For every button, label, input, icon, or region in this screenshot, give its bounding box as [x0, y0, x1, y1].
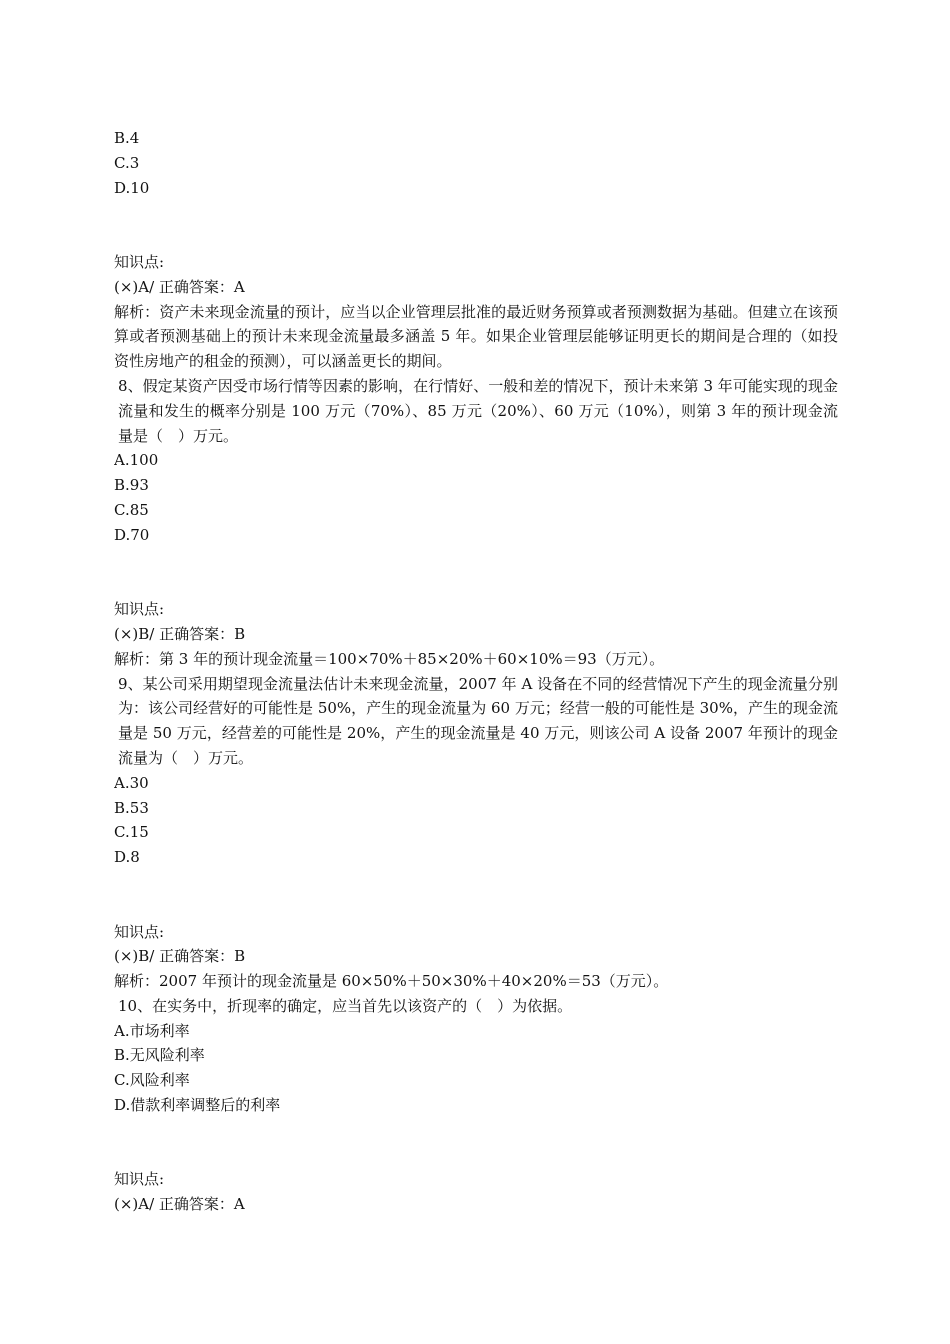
answer-block-3	[114, 920, 838, 1118]
answer-block-1	[114, 250, 838, 548]
analysis-text: 解析：第 3 年的预计现金流量＝100×70%＋85×20%＋60×10%＝93（万元）。	[114, 649, 665, 668]
knowledge-label: 知识点:	[114, 1170, 165, 1189]
knowledge-label: 知识点:	[114, 600, 165, 619]
knowledge-label: 知识点:	[114, 252, 165, 271]
knowledge-label: 知识点:	[114, 922, 165, 941]
option-a: A.100	[114, 451, 159, 470]
option-b: B.93	[114, 476, 149, 495]
spacer	[114, 870, 838, 920]
answer-line: (×)A/ 正确答案：A	[114, 277, 245, 296]
option-b: B.53	[114, 798, 149, 817]
analysis-text: 解析：资产未来现金流量的预计，应当以企业管理层批准的最近财务预算或者预测数据为基础。但建立在该预算或者预测基础上的预计未来现金流量最多涵盖 5 年。如果企业管理层能够证明更长的期间是合理的（如投资性房地产的租金的预测），可以涵盖更长的期间。	[114, 302, 838, 371]
spacer	[114, 548, 838, 598]
answer-line: (×)B/ 正确答案：B	[114, 624, 246, 643]
option-c: C.15	[114, 823, 149, 842]
answer-line: (×)A/ 正确答案：A	[114, 1195, 245, 1214]
option-a: A.市场利率	[114, 1021, 190, 1040]
option-a: A.30	[114, 773, 149, 792]
option-c: C.3	[114, 153, 140, 172]
question-9: 9、某公司采用期望现金流量法估计未来现金流量，2007 年 A 设备在不同的经营情况下产生的现金流量分别为：该公司经营好的可能性是 50%，产生的现金流量为 60 万元；经营一般的可能性是 30%，产生的现金流量是 50 万元，经营差的可能性是 20%，产生的现金流量是 40 万元，则该公司 A 设备 2007 年预计的现金流量为（ ）万元。	[118, 674, 838, 767]
option-d: D.借款利率调整后的利率	[114, 1096, 281, 1115]
option-b: B.无风险利率	[114, 1046, 205, 1065]
option-c: C.风险利率	[114, 1071, 190, 1090]
analysis-text: 解析：2007 年预计的现金流量是 60×50%＋50×30%＋40×20%＝53（万元）。	[114, 972, 669, 991]
option-c: C.85	[114, 500, 149, 519]
answer-block-2	[114, 597, 838, 870]
spacer	[114, 1118, 838, 1168]
spacer	[114, 200, 838, 250]
option-d: D.70	[114, 525, 150, 544]
top-options	[114, 126, 838, 200]
answer-line: (×)B/ 正确答案：B	[114, 947, 246, 966]
option-d: D.8	[114, 848, 140, 867]
option-d: D.10	[114, 178, 150, 197]
answer-block-4	[114, 1167, 838, 1217]
question-10: 10、在实务中，折现率的确定，应当首先以该资产的（ ）为依据。	[118, 996, 573, 1015]
document-page	[114, 126, 838, 1217]
option-b: B.4	[114, 129, 140, 147]
question-8: 8、假定某资产因受市场行情等因素的影响，在行情好、一般和差的情况下，预计未来第 3 年可能实现的现金流量和发生的概率分别是 100 万元（70%）、85 万元（20%）、60 万元（10%），则第 3 年的预计现金流量是（ ）万元。	[118, 376, 838, 445]
